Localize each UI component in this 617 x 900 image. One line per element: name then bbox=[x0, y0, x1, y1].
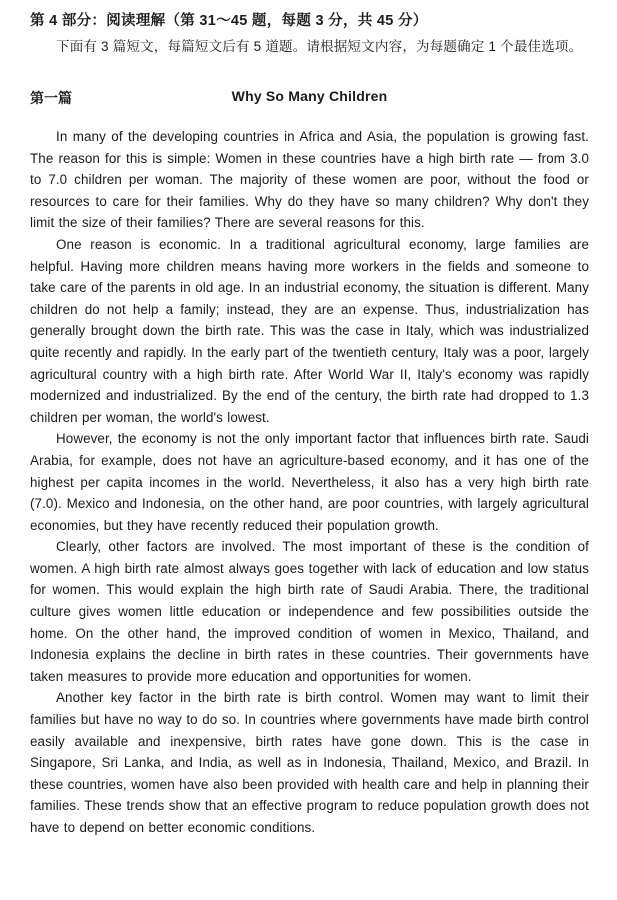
passage-body bbox=[30, 126, 589, 839]
passage-paragraph: One reason is economic. In a traditional agricultural economy, large families are helpful. Having more children means having more workers in the fields and someone to take care of the parents in old age. In an industrial economy, the situation is different. Many children do not help a family; instead, they are an expense. Thus, industrialization has generally brought down the birth rate. This was the case in Italy, which was industrialized quite recently and rapidly. In the early part of the twentieth century, Italy was a poor, largely agricultural country with a high birth rate. After World War II, Italy's economy was rapidly modernized and industrialized. By the end of the century, the birth rate had dropped to 1.3 children per woman, the world's lowest. bbox=[30, 236, 589, 425]
passage-number-label: 第一篇 bbox=[30, 90, 72, 106]
passage-title: Why So Many Children bbox=[231, 88, 388, 104]
section-heading: 第 4 部分：阅读理解（第 31～45 题，每题 3 分，共 45 分） bbox=[30, 13, 428, 29]
passage-paragraph: Clearly, other factors are involved. The most important of these is the condition of women. A high birth rate almost always goes together with lack of education and low status for women. This would explain the high birth rate of Saudi Arabia. There, the traditional culture gives women little education or independence and few possibilities outside the home. On the other hand, the improved condition of women in Mexico, Thailand, and Indonesia explains the decline in birth rates in these countries. Their governments have taken measures to provide more education and opportunities for women. bbox=[30, 539, 589, 684]
passage-title-row bbox=[30, 88, 589, 110]
passage-paragraph: However, the economy is not the only important factor that influences birth rate. Saudi Arabia, for example, does not have an agriculture-based economy, and it has one of the highest per capita incomes in the world. Nevertheless, it also has a very high birth rate (7.0). Mexico and Indonesia, on the other hand, are poor countries, with largely agricultural economies, but they have recently reduced their population growth. bbox=[30, 431, 589, 533]
section-instructions: 下面有 3 篇短文，每篇短文后有 5 道题。请根据短文内容，为每题确定 1 个最佳选项。 bbox=[56, 39, 583, 54]
passage-paragraph: In many of the developing countries in Africa and Asia, the population is growing fast. The reason for this is simple: Women in these countries have a high birth rate — from 3.0 to 7.0 children per woman. The majority of these women are poor, without the food or resources to care for their families. Why do they have so many children? Why don't they limit the size of their families? There are several reasons for this. bbox=[30, 129, 589, 231]
passage-paragraph: Another key factor in the birth rate is birth control. Women may want to limit their families but have no way to do so. In countries where governments have made birth control easily available and inexpensive, birth rates have gone down. This is the case in Singapore, Sri Lanka, and India, as well as in Indonesia, Thailand, Mexico, and Brazil. In these countries, women have also been provided with health care and help in planning their families. These trends show that an effective program to reduce population growth does not have to depend on better economic conditions. bbox=[30, 690, 589, 835]
